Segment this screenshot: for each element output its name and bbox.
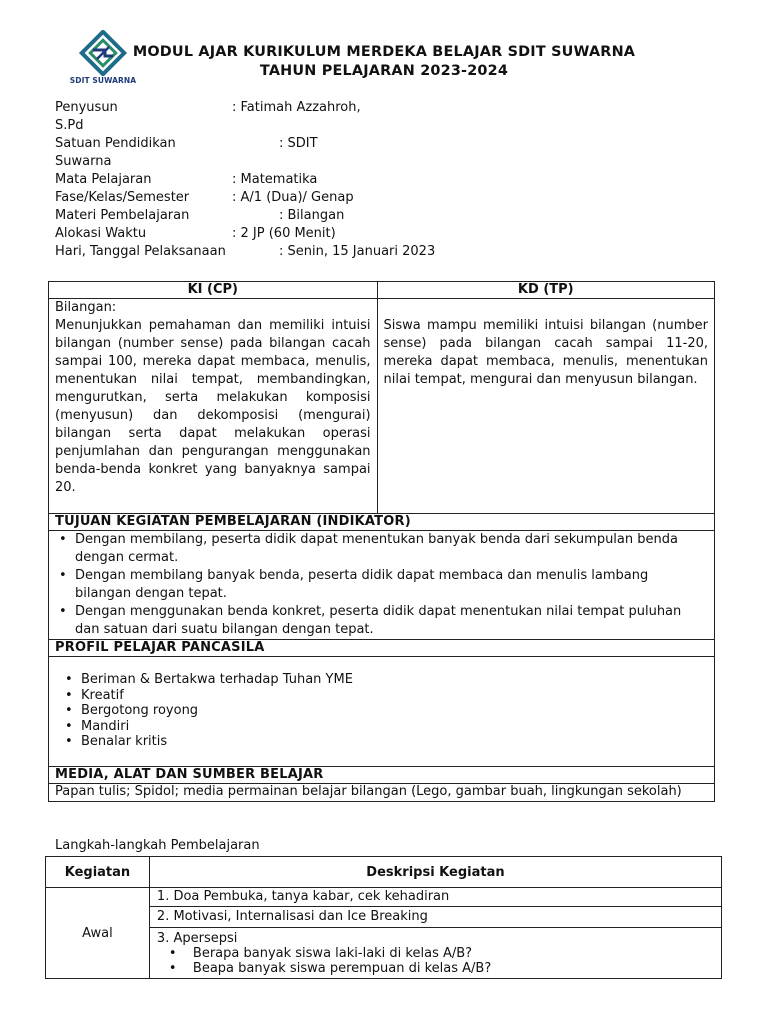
info-value: : SDIT <box>279 136 318 151</box>
media-body-row <box>49 783 715 801</box>
media-heading: MEDIA, ALAT DAN SUMBER BELAJAR <box>49 766 715 783</box>
profil-heading-row <box>49 640 715 657</box>
info-value: : Bilangan <box>279 208 345 223</box>
info-value: : Matematika <box>232 172 318 187</box>
tujuan-item: • Dengan menggunakan benda konkret, peserta didik dapat menentukan nilai tempat puluhan dan satuan dari suatu bilangan dengan tepat. <box>75 603 708 639</box>
media-heading-row <box>49 766 715 783</box>
kd-header: KD (TP) <box>377 282 714 299</box>
ki-header: KI (CP) <box>49 282 378 299</box>
competency-table <box>48 281 715 802</box>
info-row-fase <box>55 189 475 207</box>
title-line-1: MODUL AJAR KURIKULUM MERDEKA BELAJAR SDIT SUWARNA <box>132 44 636 60</box>
competency-header-row <box>49 282 715 299</box>
apersepsi-item: • Beapa banyak siswa perempuan di kelas A/B? <box>193 961 714 976</box>
phase-cell: Awal <box>46 888 150 979</box>
kd-cell <box>377 299 714 514</box>
step-1: 1. Doa Pembuka, tanya kabar, cek kehadiran <box>149 888 721 907</box>
apersepsi-list <box>157 946 714 976</box>
steps-header-row <box>46 857 722 888</box>
info-value: : Fatimah Azzahroh, <box>232 100 361 115</box>
kegiatan-header: Kegiatan <box>46 857 150 888</box>
tujuan-cell <box>49 531 715 640</box>
media-text: Papan tulis; Spidol; media permainan belajar bilangan (Lego, gambar buah, lingkungan sekolah) <box>49 783 715 801</box>
step-2: 2. Motivasi, Internalisasi dan Ice Breaking <box>149 907 721 928</box>
info-label: Penyusun <box>55 100 118 115</box>
profil-item: • Benalar kritis <box>81 734 708 750</box>
info-label: Materi Pembelajaran <box>55 208 190 223</box>
tujuan-body-row <box>49 531 715 640</box>
tujuan-list <box>55 531 708 639</box>
identity-block <box>55 99 475 261</box>
info-value: : Senin, 15 Januari 2023 <box>279 244 436 259</box>
tujuan-item: • Dengan membilang banyak benda, peserta didik dapat membaca dan menulis lambang bilangan dengan tepat. <box>75 567 708 603</box>
info-value: : A/1 (Dua)/ Genap <box>232 190 354 205</box>
profil-item: • Beriman & Bertakwa terhadap Tuhan YME <box>81 672 708 688</box>
info-label: Mata Pelajaran <box>55 172 152 187</box>
document-title <box>118 43 650 81</box>
step-3-cell <box>149 928 721 979</box>
info-value: : 2 JP (60 Menit) <box>232 226 336 241</box>
info-row-hari <box>55 243 475 261</box>
competency-body-row <box>49 299 715 514</box>
info-label: Satuan Pendidikan <box>55 136 176 151</box>
step-3: 3. Apersepsi <box>156 931 238 946</box>
info-label: Hari, Tanggal Pelaksanaan <box>55 244 226 259</box>
profil-item: • Kreatif <box>81 688 708 704</box>
ki-title: Bilangan: <box>55 300 117 315</box>
info-value-cont: Suwarna <box>55 154 112 169</box>
info-row-satuan <box>55 135 475 171</box>
profil-list <box>55 672 708 750</box>
kd-text: Siswa mampu memiliki intuisi bilangan (number sense) pada bilangan cacah sampai 11-20, mereka dapat membaca, menulis, menentukan nilai tempat, mengurai dan menyusun bilangan. <box>383 318 708 387</box>
info-row-mapel <box>55 171 475 189</box>
profil-item: • Bergotong royong <box>81 703 708 719</box>
profil-item: • Mandiri <box>81 719 708 735</box>
profil-body-row <box>49 657 715 767</box>
logo-text: SDIT SUWARNA <box>69 76 137 85</box>
info-row-alokasi <box>55 225 475 243</box>
title-line-2: TAHUN PELAJARAN 2023-2024 <box>259 63 509 79</box>
info-label: Fase/Kelas/Semester <box>55 190 190 205</box>
info-label: Alokasi Waktu <box>55 226 147 241</box>
info-row-penyusun <box>55 99 475 135</box>
profil-cell <box>49 657 715 767</box>
deskripsi-header: Deskripsi Kegiatan <box>149 857 721 888</box>
ki-cell <box>49 299 378 514</box>
info-value-cont: S.Pd <box>55 118 84 133</box>
apersepsi-item: • Berapa banyak siswa laki-laki di kelas A/B? <box>193 946 714 961</box>
tujuan-heading-row <box>49 514 715 531</box>
profil-heading: PROFIL PELAJAR PANCASILA <box>49 640 715 657</box>
tujuan-item: • Dengan membilang, peserta didik dapat menentukan banyak benda dari sekumpulan benda dengan cermat. <box>75 531 708 567</box>
steps-table <box>45 856 722 979</box>
info-row-materi <box>55 207 475 225</box>
steps-row <box>46 888 722 907</box>
tujuan-heading: TUJUAN KEGIATAN PEMBELAJARAN (INDIKATOR) <box>49 514 715 531</box>
langkah-label: Langkah-langkah Pembelajaran <box>55 838 260 853</box>
ki-text: Menunjukkan pemahaman dan memiliki intuisi bilangan (number sense) pada bilangan cacah sampai 100, mereka dapat membaca, menulis, menentukan nilai tempat, membandingkan, mengurutkan, serta melakukan komposisi (menyusun) dan dekomposisi (mengurai) bilangan serta dapat melakukan operasi penjumlahan dan pengurangan menggunakan benda-benda konkret yang banyaknya sampai 20. <box>55 318 371 495</box>
